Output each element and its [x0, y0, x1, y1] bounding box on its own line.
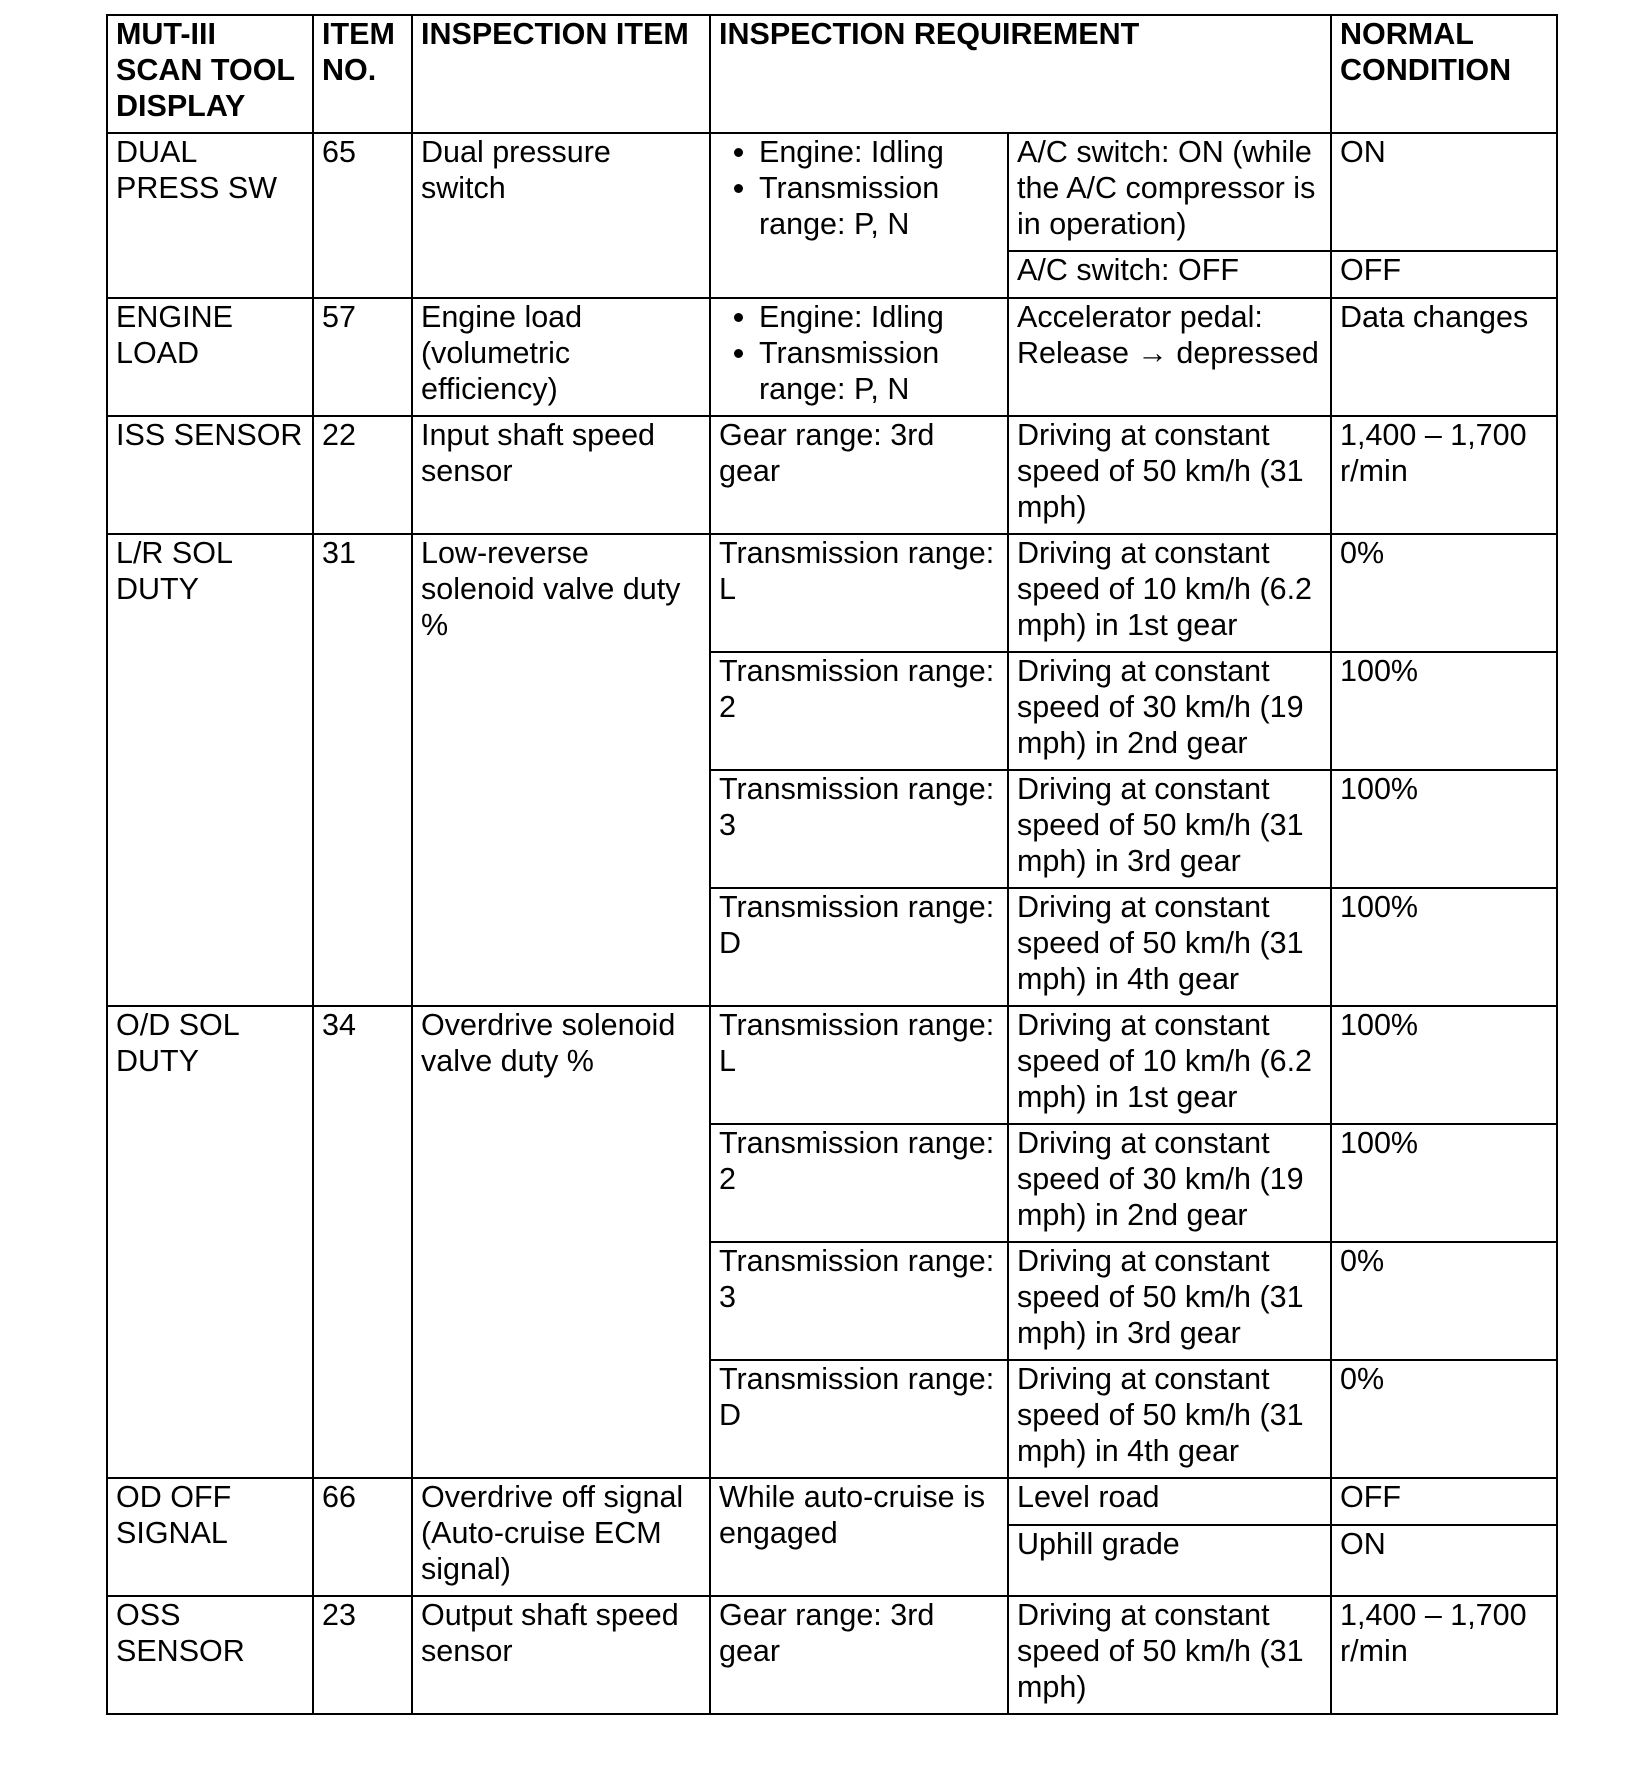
cell-normal: 0% [1331, 1242, 1557, 1360]
header-row [107, 15, 1557, 133]
cell-normal: 100% [1331, 1006, 1557, 1124]
header-normal-condition: NORMAL CONDITION [1331, 15, 1557, 133]
cell-condition: Driving at constant speed of 30 km/h (19 mph) in 2nd gear [1008, 1124, 1331, 1242]
header-item-no: ITEM NO. [313, 15, 412, 133]
cell-requirement: Transmission range: 3 [710, 1242, 1008, 1360]
cell-display: OD OFF SIGNAL [107, 1478, 313, 1596]
cell-normal: 0% [1331, 1360, 1557, 1478]
list-item: • Transmission range: P, N [759, 335, 999, 407]
table-row [107, 416, 1557, 534]
table-row [107, 1478, 1557, 1525]
cell-requirement [710, 133, 1008, 298]
cell-requirement: Transmission range: D [710, 888, 1008, 1006]
cell-normal: ON [1331, 133, 1557, 251]
cell-condition: A/C switch: OFF [1008, 251, 1331, 298]
list-item: • Engine: Idling [759, 134, 999, 170]
cell-requirement: Transmission range: L [710, 534, 1008, 652]
cell-item-no: 65 [313, 133, 412, 298]
inspection-table [106, 14, 1558, 1715]
cell-item-no: 57 [313, 298, 412, 416]
cell-display: OSS SENSOR [107, 1596, 313, 1714]
cell-condition: Accelerator pedal: Release → depressed [1008, 298, 1331, 416]
cell-inspection-item: Engine load (volumetric efficiency) [412, 298, 710, 416]
cell-condition: Driving at constant speed of 50 km/h (31 mph) in 3rd gear [1008, 770, 1331, 888]
cell-requirement: While auto-cruise is engaged [710, 1478, 1008, 1596]
cell-normal: 100% [1331, 888, 1557, 1006]
cell-item-no: 66 [313, 1478, 412, 1596]
cell-requirement: Gear range: 3rd gear [710, 416, 1008, 534]
cell-inspection-item: Overdrive off signal (Auto-cruise ECM signal) [412, 1478, 710, 1596]
cell-requirement: Transmission range: 3 [710, 770, 1008, 888]
cell-inspection-item: Overdrive solenoid valve duty % [412, 1006, 710, 1478]
cell-inspection-item: Dual pressure switch [412, 133, 710, 298]
cell-display: ISS SENSOR [107, 416, 313, 534]
cell-requirement [710, 298, 1008, 416]
cell-item-no: 34 [313, 1006, 412, 1478]
cell-normal: OFF [1331, 251, 1557, 298]
cell-item-no: 23 [313, 1596, 412, 1714]
cell-condition: Driving at constant speed of 50 km/h (31 mph) [1008, 1596, 1331, 1714]
cell-condition: Driving at constant speed of 10 km/h (6.2 mph) in 1st gear [1008, 1006, 1331, 1124]
cell-requirement: Transmission range: 2 [710, 1124, 1008, 1242]
cell-normal: 1,400 – 1,700 r/min [1331, 1596, 1557, 1714]
cell-display: DUAL PRESS SW [107, 133, 313, 298]
cell-condition: Driving at constant speed of 30 km/h (19 mph) in 2nd gear [1008, 652, 1331, 770]
cell-display: ENGINE LOAD [107, 298, 313, 416]
cell-condition: Driving at constant speed of 50 km/h (31 mph) [1008, 416, 1331, 534]
header-display: MUT-III SCAN TOOL DISPLAY [107, 15, 313, 133]
header-inspection-item: INSPECTION ITEM [412, 15, 710, 133]
cell-item-no: 22 [313, 416, 412, 534]
cell-normal: 100% [1331, 770, 1557, 888]
cell-normal: Data changes [1331, 298, 1557, 416]
table-row [107, 534, 1557, 652]
cell-normal: OFF [1331, 1478, 1557, 1525]
requirement-list [719, 299, 999, 407]
list-item: • Transmission range: P, N [759, 170, 999, 242]
cell-condition: Driving at constant speed of 50 km/h (31 mph) in 4th gear [1008, 1360, 1331, 1478]
cell-requirement: Gear range: 3rd gear [710, 1596, 1008, 1714]
cell-condition: Uphill grade [1008, 1525, 1331, 1596]
cell-display: L/R SOL DUTY [107, 534, 313, 1006]
cell-normal: 100% [1331, 652, 1557, 770]
requirement-list [719, 134, 999, 242]
list-item: • Engine: Idling [759, 299, 999, 335]
cell-condition: Driving at constant speed of 10 km/h (6.2 mph) in 1st gear [1008, 534, 1331, 652]
cell-inspection-item: Input shaft speed sensor [412, 416, 710, 534]
table-row [107, 1006, 1557, 1124]
header-inspection-requirement: INSPECTION REQUIREMENT [710, 15, 1331, 133]
cell-normal: 0% [1331, 534, 1557, 652]
cell-display: O/D SOL DUTY [107, 1006, 313, 1478]
cell-condition: A/C switch: ON (while the A/C compressor is in operation) [1008, 133, 1331, 251]
cell-condition: Level road [1008, 1478, 1331, 1525]
cell-normal: 1,400 – 1,700 r/min [1331, 416, 1557, 534]
cell-inspection-item: Low-reverse solenoid valve duty % [412, 534, 710, 1006]
cell-condition: Driving at constant speed of 50 km/h (31 mph) in 4th gear [1008, 888, 1331, 1006]
table-row [107, 298, 1557, 416]
cell-requirement: Transmission range: D [710, 1360, 1008, 1478]
cell-requirement: Transmission range: L [710, 1006, 1008, 1124]
cell-condition: Driving at constant speed of 50 km/h (31 mph) in 3rd gear [1008, 1242, 1331, 1360]
cell-normal: 100% [1331, 1124, 1557, 1242]
cell-normal: ON [1331, 1525, 1557, 1596]
cell-requirement: Transmission range: 2 [710, 652, 1008, 770]
table-row [107, 133, 1557, 251]
cell-inspection-item: Output shaft speed sensor [412, 1596, 710, 1714]
cell-item-no: 31 [313, 534, 412, 1006]
table-row [107, 1596, 1557, 1714]
